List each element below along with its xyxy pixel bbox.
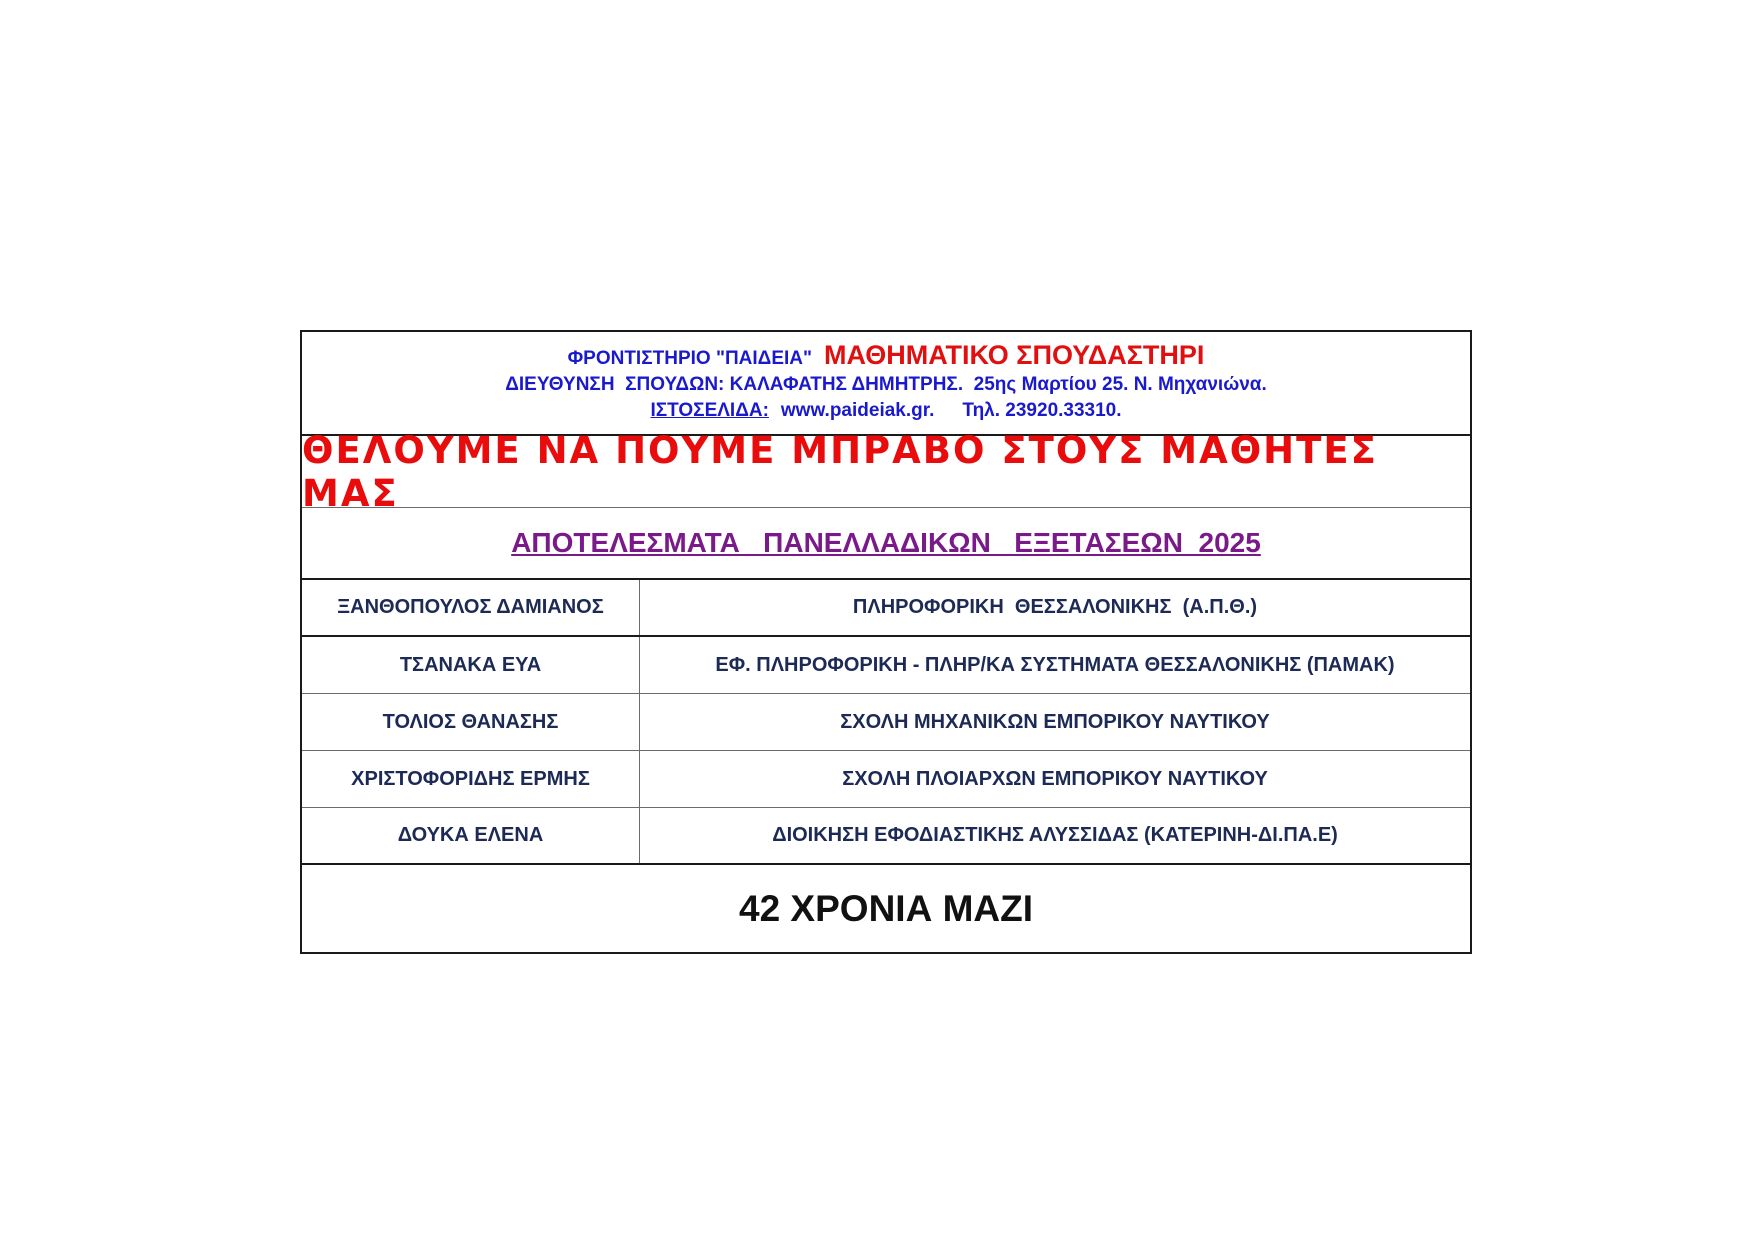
student-name: ΞΑΝΘΟΠΟΥΛΟΣ ΔΑΜΙΑΝΟΣ [302,580,640,635]
school-header [302,332,1470,436]
student-school: ΣΧΟΛΗ ΠΛΟΙΑΡΧΩΝ ΕΜΠΟΡΙΚΟΥ ΝΑΥΤΙΚΟΥ [842,767,1268,790]
school-label: ΦΡΟΝΤΙΣΤΗΡΙΟ "ΠΑΙΔΕΙΑ" [567,348,813,369]
years-together-footer: 42 ΧΡΟΝΙΑ ΜΑΖΙ [739,887,1033,929]
student-row [302,751,1470,808]
contact-line [650,398,1121,424]
student-school: ΠΛΗΡΟΦΟΡΙΚΗ ΘΕΣΣΑΛΟΝΙΚΗΣ (Α.Π.Θ.) [852,596,1258,618]
student-name: ΧΡΙΣΤΟΦΟΡΙΔΗΣ ΕΡΜΗΣ [302,751,640,807]
results-title: ΑΠΟΤΕΛΕΣΜΑΤΑ ΠΑΝΕΛΛΑΔΙΚΩΝ ΕΞΕΤΑΣΕΩΝ 2025 [302,508,1470,580]
website-link[interactable]: www.paideiak.gr. [780,400,935,421]
student-school: ΕΦ. ΠΛΗΡΟΦΟΡΙΚΗ - ΠΛΗΡ/ΚΑ ΣΥΣΤΗΜΑΤΑ ΘΕΣΣΑΛΟΝΙΚΗΣ (ΠΑΜΑΚ) [715,653,1395,676]
student-school: ΔΙΟΙΚΗΣΗ ΕΦΟΔΙΑΣΤΙΚΗΣ ΑΛΥΣΣΙΔΑΣ (ΚΑΤΕΡΙΝΗ-ΔΙ.ΠΑ.Ε) [772,824,1338,846]
student-row [302,808,1470,865]
bravo-message: ΘΕΛΟΥΜΕ ΝΑ ΠΟΥΜΕ ΜΠΡΑΒΟ ΣΤΟΥΣ ΜΑΘΗΤΕΣ ΜΑΣ [302,436,1470,508]
student-row [302,580,1470,637]
school-name-line [568,342,1205,372]
student-row [302,694,1470,751]
director-line: ΔΙΕΥΘΥΝΣΗ ΣΠΟΥΔΩΝ: ΚΑΛΑΦΑΤΗΣ ΔΗΜΗΤΡΗΣ. 25ης Μαρτίου 25. Ν. Μηχανιώνα. [505,374,1267,395]
student-name: ΤΣΑΝΑΚΑ ΕΥΑ [302,637,640,693]
phone-number: Τηλ. 23920.33310. [962,400,1122,421]
student-school: ΣΧΟΛΗ ΜΗΧΑΝΙΚΩΝ ΕΜΠΟΡΙΚΟΥ ΝΑΥΤΙΚΟΥ [840,710,1270,733]
student-row [302,637,1470,694]
student-name: ΤΟΛΙΟΣ ΘΑΝΑΣΗΣ [302,694,640,750]
student-name: ΔΟΥΚΑ ΕΛΕΝΑ [302,808,640,863]
school-brand: ΜΑΘΗΜΑΤΙΚΟ ΣΠΟΥΔΑΣΤΗΡΙ [824,340,1205,370]
results-announcement-table [300,330,1472,954]
website-label: ΙΣΤΟΣΕΛΙΔΑ: [650,400,769,421]
